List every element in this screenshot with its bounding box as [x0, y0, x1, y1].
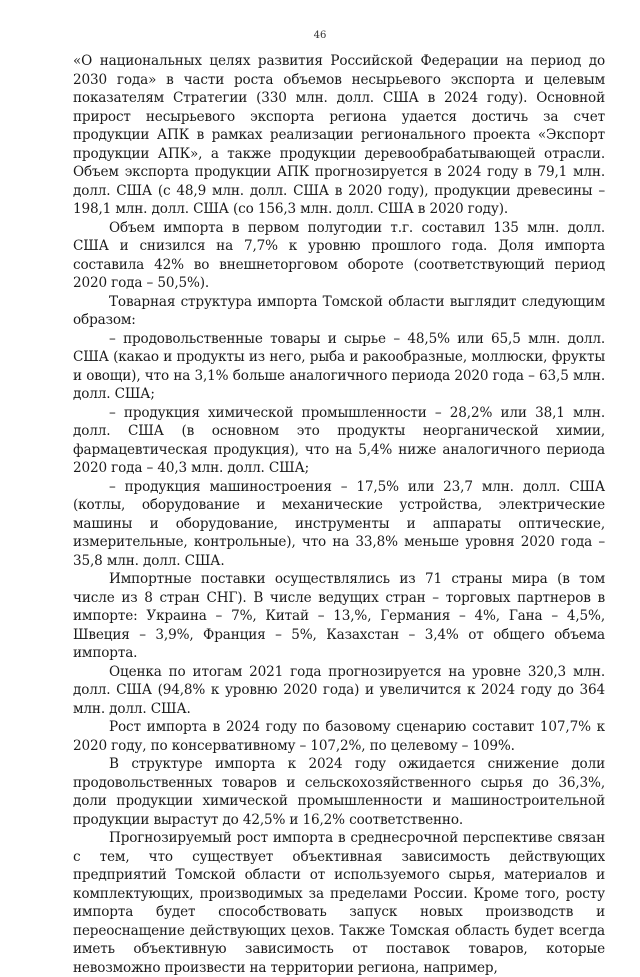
- paragraph-import-countries: Импортные поставки осуществлялись из 71 страны мира (в том числе из 8 стран СНГ). В числе ведущих стран – торговых партнеров в импорте: Украина – 7%, Китай – 13,%, Германия – 4%, Гана – 4,5%, Швеция – 3,9%, Франция – 5%, Казахстан – 3,4% от общего объема импорта.: [73, 571, 605, 661]
- paragraph-import-volume: Объем импорта в первом полугодии т.г. составил 135 млн. долл. США и снизился на 7,7% к уровню прошлого года. Доля импорта составила 42% во внешнеторговом обороте (соответствующий период 2020 года – 50,5%).: [73, 219, 605, 291]
- paragraph-import-growth: Рост импорта в 2024 году по базовому сценарию составит 107,7% к 2020 году, по консервативному – 107,2%, по целевому – 109%.: [73, 719, 605, 754]
- body-text: [73, 52, 605, 977]
- list-item-machinery: – продукция машиностроения – 17,5% или 23,7 млн. долл. США (котлы, оборудование и механические устройства, электрические машины и оборудование, инструменты и аппараты оптические, измерительные, контрольные), что на 33,8% меньше уровня 2020 года – 35,8 млн. долл. США.: [73, 478, 605, 569]
- paragraph-import-forecast: Прогнозируемый рост импорта в среднесрочной перспективе связан с тем, что существует объективная зависимость действующих предприятий Томской области от используемого сырья, материалов и комплектующих, производимых за пределами России. Кроме того, росту импорта будет способствовать запуск новых производств и переоснащение действующих цехов. Также Томская область будет всегда иметь объективную зависимость от поставок товаров, которые невозможно произвести на территории региона, например,: [73, 830, 605, 976]
- paragraph-continuation: «О национальных целях развития Российской Федерации на период до 2030 года» в части роста объемов несырьевого экспорта и целевым показателям Стратегии (330 млн. долл. США в 2024 году). Основной прирост несырьевого экспорта региона удается достичь за счет продукции АПК в рамках реализации регионального проекта «Экспорт продукции АПК», а также продукции деревообрабатывающей отрасли. Объем экспорта продукции АПК прогнозируется в 2024 году в 79,1 млн. долл. США (с 48,9 млн. долл. США в 2020 году), продукции древесины – 198,1 млн. долл. США (со 156,3 млн. долл. США в 2020 году).: [73, 53, 605, 217]
- paragraph-import-structure-2024: В структуре импорта к 2024 году ожидается снижение доли продовольственных товаров и сельскохозяйственного сырья до 36,3%, доли продукции химической промышленности и машиностроительной продукции вырастут до 42,5% и 16,2% соответственно.: [73, 756, 605, 828]
- page-number: 46: [313, 30, 327, 41]
- paragraph-import-structure: Товарная структура импорта Томской области выглядит следующим образом:: [73, 293, 605, 328]
- list-item-food: – продовольственные товары и сырье – 48,5% или 65,5 млн. долл. США (какао и продукты из него, рыба и ракообразные, моллюски, фрукты и овощи), что на 3,1% больше аналогичного периода 2020 года – 63,5 млн. долл. США;: [73, 330, 605, 402]
- paragraph-import-estimate: Оценка по итогам 2021 года прогнозируется на уровне 320,3 млн. долл. США (94,8% к уровню 2020 года) и увеличится к 2024 году до 364 млн. долл. США.: [73, 663, 605, 717]
- list-item-chemical: – продукция химической промышленности – 28,2% или 38,1 млн. долл. США (в основном это продукты неорганической химии, фармацевтическая продукция), что на 5,4% ниже аналогичного периода 2020 года – 40,3 млн. долл. США;: [73, 404, 605, 476]
